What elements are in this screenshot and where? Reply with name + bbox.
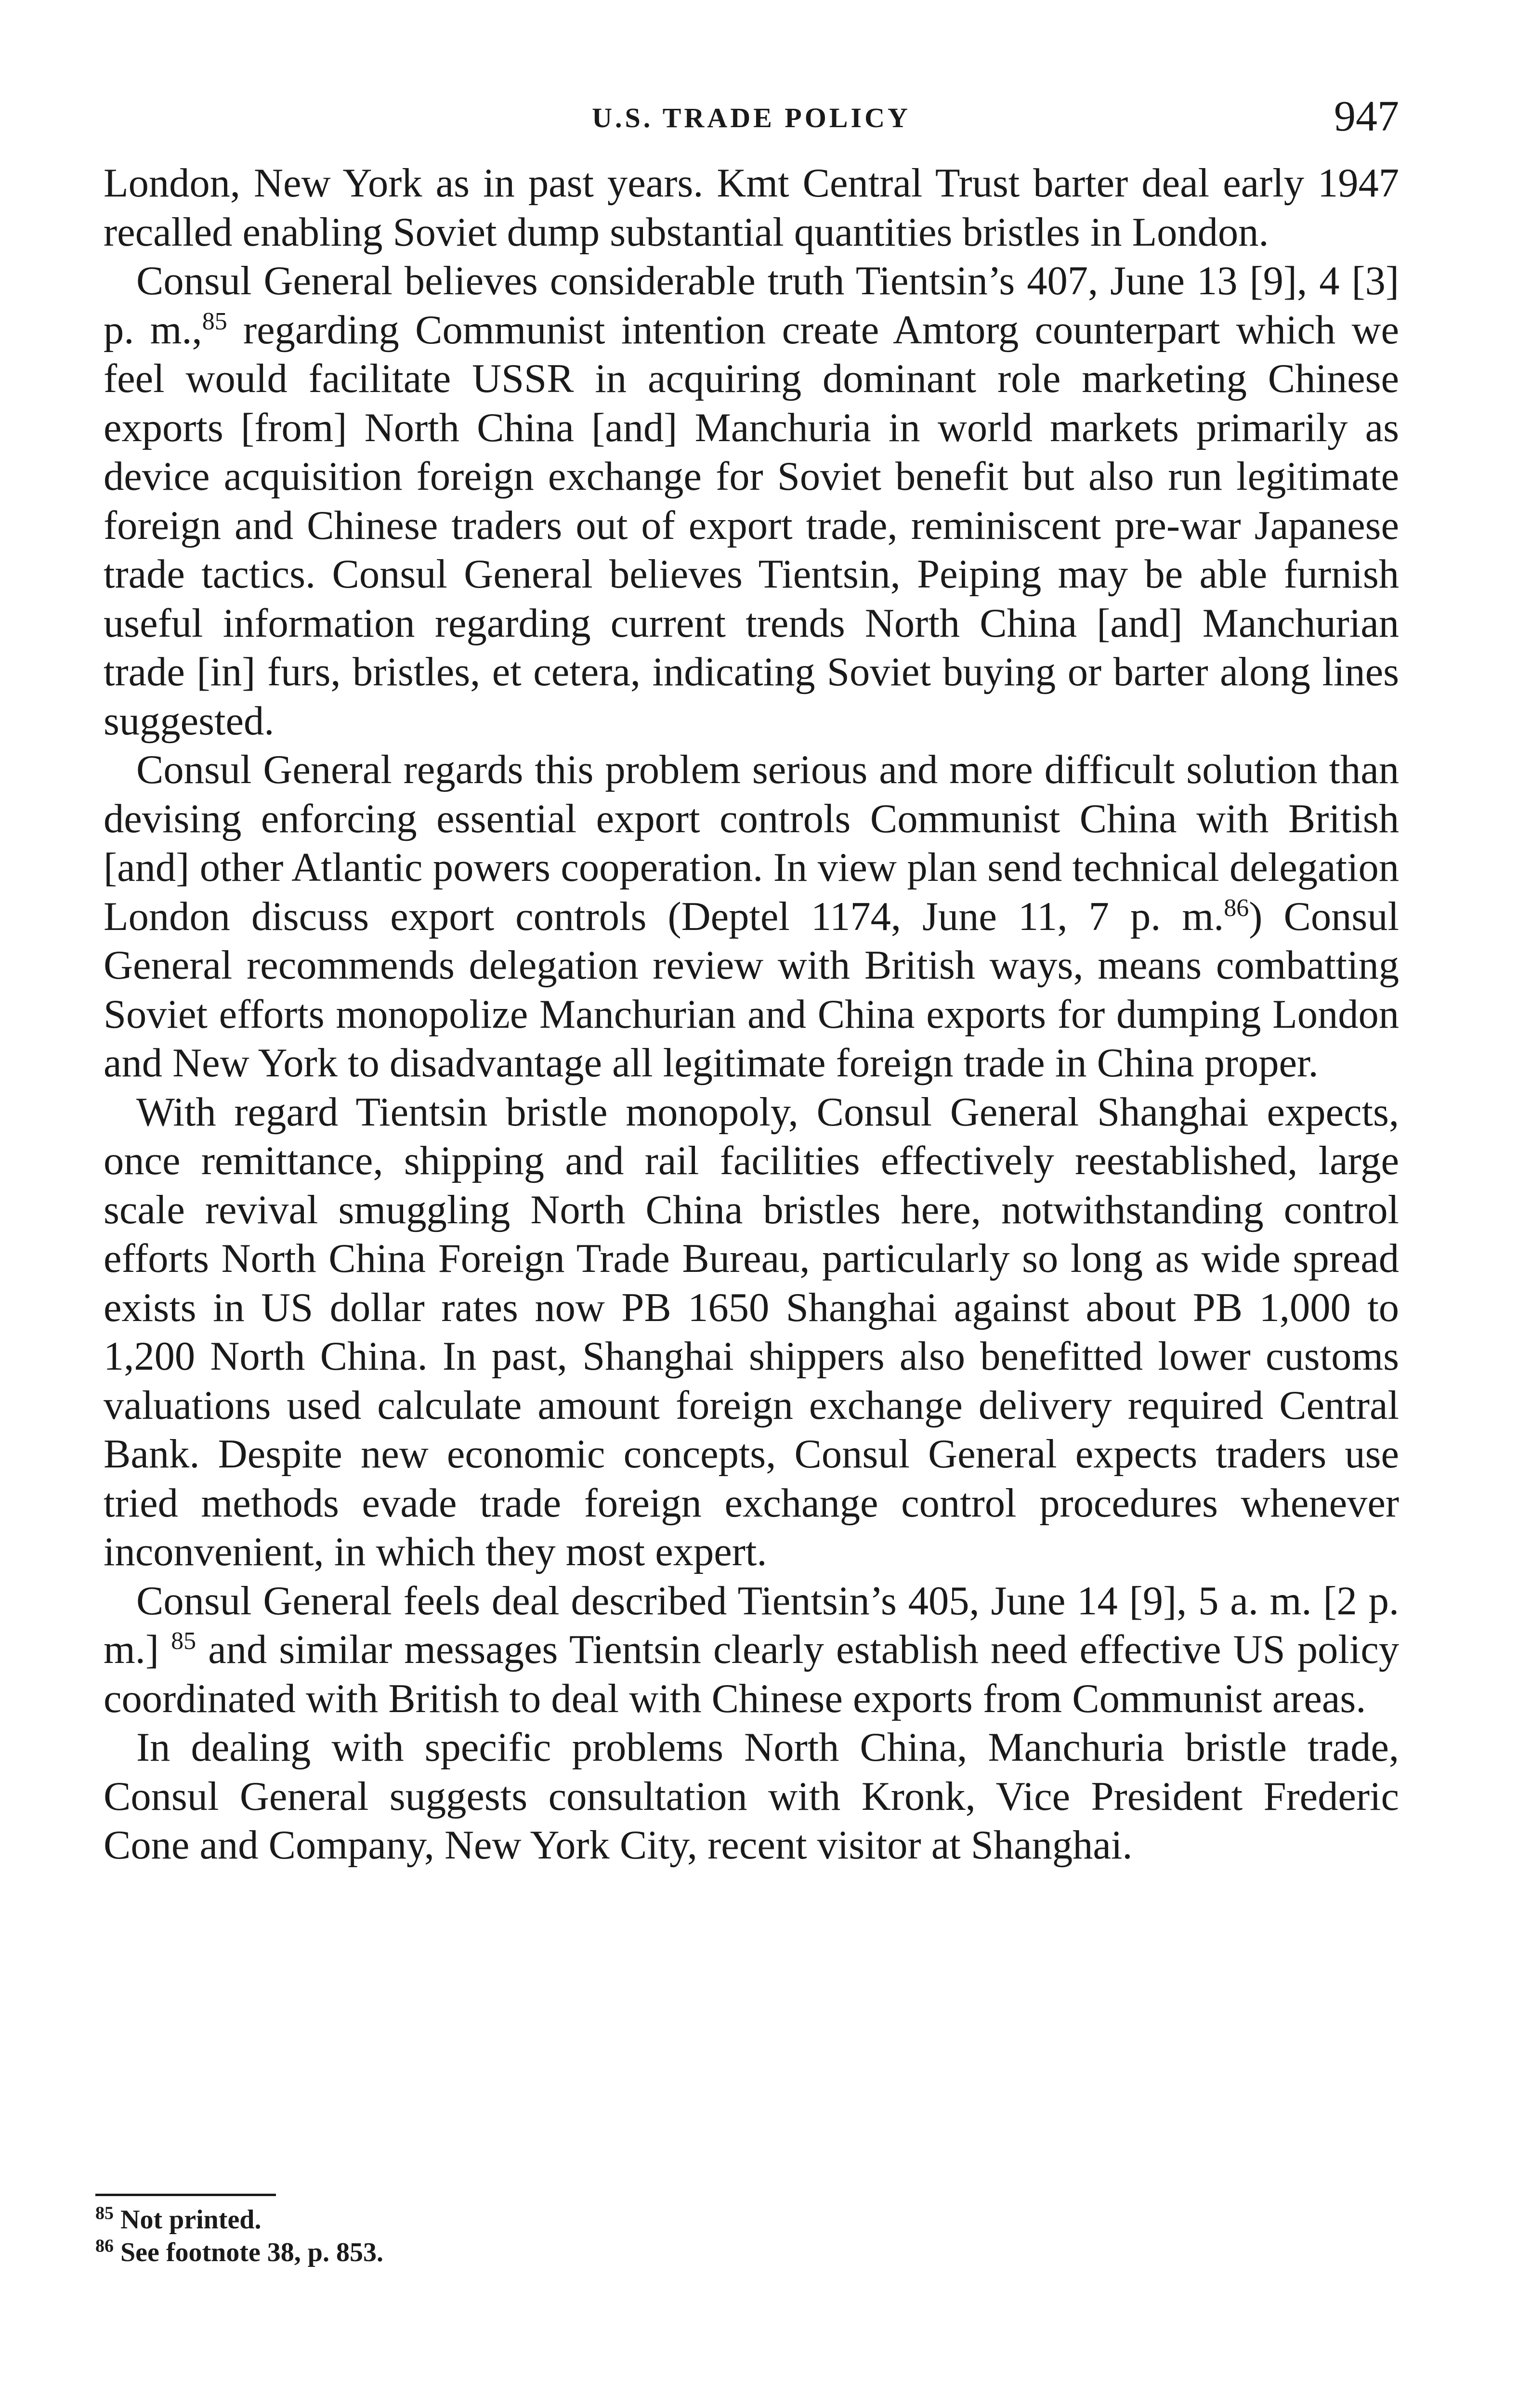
footnote-ref-85: 85 [202, 307, 227, 335]
paragraph-6-text: In dealing with specific problems North China, Manchuria bristle trade, Consul General suggests consultation with Kronk, Vice President Frederic Cone and Company, New York City, recent visitor at Shanghai. [104, 1725, 1399, 1868]
running-head: U.S. TRADE POLICY [592, 102, 911, 133]
footnote-marker: 86 [95, 2236, 114, 2256]
paragraph-6 [104, 1723, 1399, 1870]
footnote-marker: 85 [95, 2203, 114, 2224]
page-number: 947 [1334, 92, 1399, 140]
paragraph-3 [104, 746, 1399, 1088]
footnotes [95, 2203, 770, 2269]
footnote-ref-85-second: 85 [171, 1627, 196, 1655]
paragraph-3-text-a: Consul General regards this problem serious and more difficult solution than devising enforcing essential export controls Communist China with British [and] other Atlantic powers cooperation. In view plan send technical delegation London discuss export controls (Deptel 1174, June 11, 7 p. m. [104, 747, 1399, 939]
paragraph-2-text-b: regarding Communist intention create Amtorg counterpart which we feel would facilitate USSR in acquiring dominant role marketing Chinese exports [from] North China [and] Manchuria in world markets primarily as device acquisition foreign exchange for Soviet benefit but also run legitimate foreign and Chinese traders out of export trade, reminiscent pre-war Japanese trade tactics. Consul General believes Tientsin, Peiping may be able furnish useful information regarding current trends North China [and] Manchurian trade [in] furs, bristles, et cetera, indicating Soviet buying or barter along lines suggested. [104, 307, 1399, 744]
paragraph-4 [104, 1088, 1399, 1577]
paragraph-5-text-a: Consul General feels deal described Tientsin’s 405, June 14 [9], 5 a. m. [2 p. m.] [104, 1578, 1399, 1672]
footnote-text: Not printed. [114, 2205, 262, 2235]
footnote-ref-86: 86 [1224, 894, 1249, 922]
paragraph-1-text: London, New York as in past years. Kmt Central Trust barter deal early 1947 recalled enabling Soviet dump substantial quantities bristles in London. [104, 161, 1399, 255]
paragraph-1 [104, 159, 1399, 257]
paragraph-3-text-b: ) Consul General recommends delegation review with British ways, means combatting Soviet efforts monopolize Manchurian and China exports for dumping London and New York to disadvantage all legitimate foreign trade in China proper. [104, 894, 1399, 1086]
paragraph-2-text-a: Consul General believes considerable truth Tientsin’s 407, June 13 [9], 4 [3] p. m., [104, 259, 1399, 353]
paragraph-2 [104, 257, 1399, 746]
paragraph-4-text: With regard Tientsin bristle monopoly, Consul General Shanghai expects, once remittance, shipping and rail facilities effectively reestablished, large scale revival smuggling North China bristles here, notwithstanding control efforts North China Foreign Trade Bureau, particularly so long as wide spread exists in US dollar rates now PB 1650 Shanghai against about PB 1,000 to 1,200 North China. In past, Shanghai shippers also benefitted lower customs valuations used calculate amount foreign exchange delivery required Central Bank. Despite new economic concepts, Consul General expects traders use tried methods evade trade foreign exchange control procedures whenever inconvenient, in which they most expert. [104, 1089, 1399, 1574]
footnote-86 [95, 2236, 770, 2269]
paragraph-5 [104, 1577, 1399, 1724]
body-text [104, 159, 1399, 1870]
footnote-85 [95, 2203, 770, 2236]
footnote-text: See footnote 38, p. 853. [114, 2238, 383, 2267]
page-header [104, 92, 1399, 142]
footnote-divider [95, 2194, 276, 2196]
paragraph-5-text-b: and similar messages Tientsin clearly establish need effective US policy coordinated with British to deal with Chinese exports from Communist areas. [104, 1627, 1399, 1721]
